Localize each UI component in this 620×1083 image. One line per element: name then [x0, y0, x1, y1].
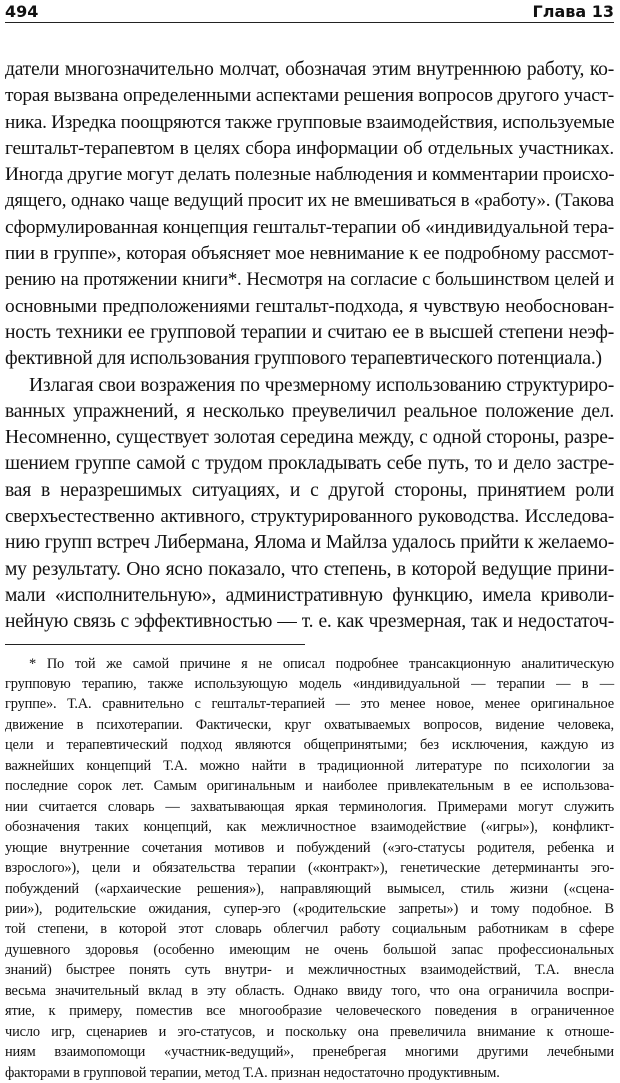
text-line: основными предположениями гештальт-подхода, я чувствую необоснован-	[5, 295, 614, 317]
footnote-line: * По той же самой причине я не описал подробнее трансакционную аналитическую	[29, 655, 614, 672]
paragraph-1	[5, 57, 614, 373]
footnote-line: ятие, к примеру, поместив все многообразие человеческого поведения в ограниченное	[5, 1003, 614, 1020]
text-line: фективной для использования группового терапевтического потенциала.)	[5, 348, 602, 370]
footnote-line: важнейших концепций Т.А. можно найти в традиционной литературе по психологии за	[5, 757, 614, 774]
text-line: ность техники ее групповой терапии и считаю ее в высшей степени неэф-	[5, 321, 614, 343]
paragraph-2	[5, 373, 614, 636]
text-line: мали «исполнительную», административную функцию, имела криволи-	[5, 584, 614, 606]
text-line: му результату. Оно ясно показало, что степень, в которой ведущие прини-	[5, 558, 614, 580]
footnote-line: цели и терапевтический подход являются общепринятыми; без исключения, каждую из	[5, 737, 614, 754]
text-line: ника. Изредка поощряются также групповые взаимодействия, используемые	[5, 111, 615, 133]
footnote-line: группе». Т.А. сравнительно с гештальт-терапией — это менее новое, менее оригинальное	[5, 696, 614, 713]
footnote-line: душевного здоровья (особенно имеющим не очень большой запас профессиональных	[5, 941, 614, 958]
text-line: датели многозначительно молчат, обозначая этим внутреннюю работу, ко-	[5, 59, 614, 80]
footnote-line: взрослого»), цели и обязательства терапии («контракт»), генетические детерминанты эго-	[5, 860, 614, 877]
footnote-line: обозначения таких концепций, как межличностное взаимодействие («игры»), конфликт-	[5, 819, 614, 836]
text-line: сформулированная концепция гештальт-терапии об «индивидуальной тера-	[5, 216, 614, 238]
main-text	[5, 57, 614, 636]
footnote-line: рии»), родительские ожидания, супер-эго («родительские запреты») и тому подобное. В	[5, 900, 614, 917]
footnote-line: весьма значительный вклад в эту область. Однако ввиду того, что она ограничила воспри-	[5, 982, 614, 999]
text-line: Иногда другие могут делать полезные наблюдения и комментарии происхо-	[5, 164, 615, 186]
footnote-line: нии считается словарь — захватывающая яркая терминология. Примерами могут служить	[5, 798, 614, 815]
text-line: рению на протяжении книги*. Несмотря на согласие с большинством целей и	[5, 269, 614, 291]
text-line: Несомненно, существует золотая середина между, с одной стороны, разре-	[5, 427, 614, 449]
footnote-line: последние сорок лет. Самым оригинальным и наиболее привлекательным в ее использова-	[5, 778, 614, 795]
footnote-line: той степени, в которой этот словарь облегчил работу социальным работникам в сфере	[5, 921, 614, 938]
footnote	[5, 654, 614, 1083]
footnote-line: факторами в групповой терапии, метод Т.А. признан недостаточно продуктивным.	[5, 1064, 500, 1081]
text-line: нию групп встреч Либермана, Ялома и Майлза удалось прийти к желаемо-	[5, 532, 614, 554]
text-line: нейную связь с эффективностью — т. е. как чрезмерная, так и недостаточ-	[5, 611, 614, 633]
footnote-line: ующие внутренние сочетания мотивов и побуждений («эго-статусы родителя, ребенка и	[5, 839, 614, 856]
footnote-line: ниям взаимопомощи «участник-ведущий», пренебрегая многими другими лечебными	[5, 1044, 614, 1061]
footnote-line: знаний) быстрее понять суть внутри- и межличностных взаимодействий, Т.А. внесла	[5, 962, 614, 979]
text-line: ванных упражнений, я несколько преувеличил реальное положение дел.	[5, 400, 614, 422]
footnote-separator	[5, 644, 305, 645]
text-line: Излагая свои возражения по чрезмерному использованию структуриро-	[29, 374, 614, 396]
footnote-line: групповую терапию, также использующую модель «индивидуальной — терапии — в —	[5, 675, 614, 692]
text-line: гештальт-терапевтом в целях сбора информации об отдельных участниках.	[5, 137, 614, 159]
text-line: пии в группе», которая объясняет мое невнимание к ее подробному рассмот-	[5, 243, 614, 265]
page-number: 494	[5, 2, 39, 21]
running-header	[5, 0, 614, 23]
footnote-line: число игр, сценариев и эго-статусов, и поскольку она превеличила внимание к отноше-	[5, 1023, 614, 1040]
footnote-line: движение в психотерапии. Фактически, круг охватываемых вопросов, видение человека,	[5, 716, 614, 733]
text-line: торая вызвана определенными аспектами решения вопросов другого участ-	[5, 85, 614, 107]
text-line: шением группе самой с трудом прокладывать себе путь, то и дело застре-	[5, 453, 614, 475]
footnote-line: побуждений («архаические решения»), направляющий вымысел, стиль жизни («сцена-	[5, 880, 614, 897]
text-line: дящего, однако чаще ведущий просит их не вмешиваться в «работу». (Такова	[5, 190, 614, 212]
chapter-title: Глава 13	[532, 2, 614, 21]
text-line: сверхъестественно активного, структурированного руководства. Исследова-	[5, 506, 614, 528]
text-line: вая в неразрешимых ситуациях, и с другой стороны, принятием роли	[5, 479, 614, 501]
